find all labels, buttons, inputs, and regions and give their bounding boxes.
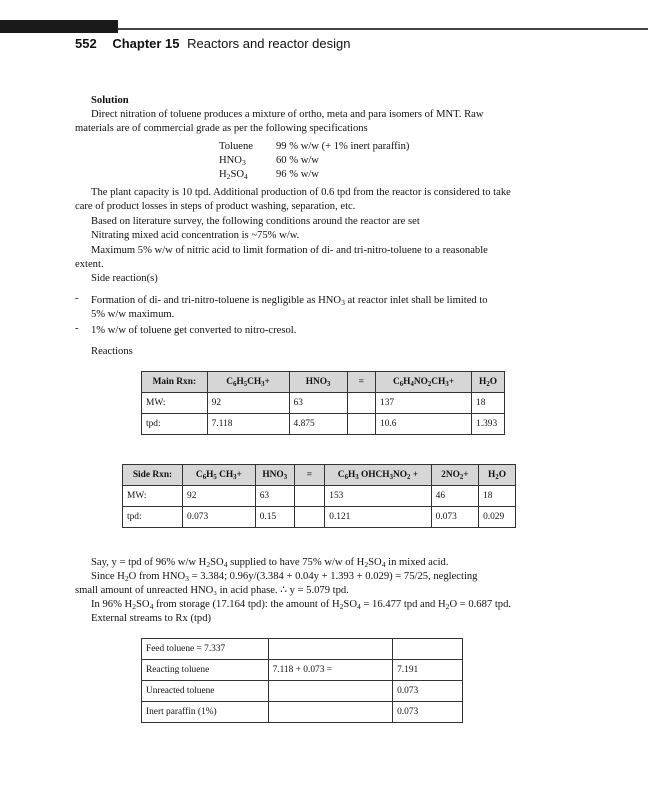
table-cell: $H_2O$ <box>479 465 516 486</box>
spec-value: 60 % w/w <box>276 155 319 166</box>
table-cell: 46 <box>431 486 478 507</box>
table-cell: MW: <box>142 393 208 414</box>
max-nitric-line-2: extent. <box>75 259 104 270</box>
bullet-marker: - <box>75 323 79 334</box>
calc-line-5: External streams to Rx (tpd) <box>91 613 212 624</box>
table-cell <box>347 393 375 414</box>
table-cell: 63 <box>289 393 347 414</box>
calc-line-1: Say, y = tpd of 96% w/w $H_2SO_4$ supplied to have 75% w/w of $H_2SO_4$ in mixed acid. <box>91 557 449 569</box>
calc-line-4: In 96% $H_2SO_4$ from storage (17.164 tpd): the amount of $H_2SO_4 = 16.477$ tpd and $H_2O = 0.687$ tpd. <box>91 599 512 611</box>
table-cell: Inert paraffin (1%) <box>142 702 269 723</box>
capacity-line-1: The plant capacity is 10 tpd. Additional production of 0.6 tpd from the reactor is considered to take <box>91 187 511 198</box>
table-row <box>142 639 463 660</box>
bullet-1: Formation of di- and tri-nitro-toluene is negligible as $HNO_3$ at reactor inlet shall be limited to <box>91 295 488 307</box>
table-cell: $H_2O$ <box>472 372 505 393</box>
table-row <box>142 393 505 414</box>
table-cell: 63 <box>255 486 294 507</box>
table-cell: MW: <box>123 486 183 507</box>
table-cell: 0.073 <box>431 507 478 528</box>
table-row <box>142 681 463 702</box>
mixed-acid-line: Nitrating mixed acid concentration is ~75% w/w. <box>91 230 300 241</box>
table-cell: $C_6H_3$ $OHCH_3NO_2$ + <box>325 465 431 486</box>
table-cell: 1.393 <box>472 414 505 435</box>
table-row <box>123 507 516 528</box>
table-cell: 0.121 <box>325 507 431 528</box>
spec-value: 99 % w/w (+ 1% inert paraffin) <box>276 141 410 152</box>
table-row <box>142 414 505 435</box>
chapter-label: Chapter 15 <box>112 36 180 51</box>
table-cell: tpd: <box>142 414 208 435</box>
table-cell: Feed toluene = 7.337 <box>142 639 269 660</box>
table-row <box>142 660 463 681</box>
table-row <box>142 702 463 723</box>
table-cell: 18 <box>479 486 516 507</box>
capacity-line-2: care of product losses in steps of product washing, separation, etc. <box>75 201 356 212</box>
side-reaction-table <box>122 464 516 528</box>
table-cell: 92 <box>207 393 289 414</box>
table-cell <box>294 486 325 507</box>
table-cell: = <box>347 372 375 393</box>
table-cell: 7.118 <box>207 414 289 435</box>
spec-name: $HNO_3$ <box>219 155 246 167</box>
side-reactions-heading: Side reaction(s) <box>91 273 158 284</box>
table-cell: $C_6H_4NO_2CH_3+$ <box>376 372 472 393</box>
table-cell: Main Rxn: <box>142 372 208 393</box>
reactions-heading: Reactions <box>91 346 133 357</box>
table-cell: 4.875 <box>289 414 347 435</box>
table-cell: 0.029 <box>479 507 516 528</box>
calc-line-3: small amount of unreacted HNO₃ in acid phase. ∴ y = 5.079 tpd. <box>75 585 349 596</box>
table-header-row <box>142 372 505 393</box>
spec-name: $H_2SO_4$ <box>219 169 248 181</box>
table-header-row <box>123 465 516 486</box>
table-cell <box>347 414 375 435</box>
calc-line-2: Since $H_2O$ from $HNO_3 = 3.384$; 0.96y/(3.384 + 0.04y + 1.393 + 0.029) = 75/25, neglecting <box>91 571 478 583</box>
table-cell: 153 <box>325 486 431 507</box>
table-cell <box>268 681 393 702</box>
chapter-title: Reactors and reactor design <box>187 36 351 51</box>
table-cell: 7.191 <box>393 660 463 681</box>
table-cell: 0.073 <box>393 702 463 723</box>
table-cell: $HNO_3$ <box>255 465 294 486</box>
table-cell: 92 <box>183 486 256 507</box>
header-rule <box>118 28 648 30</box>
table-cell: $2NO_2+$ <box>431 465 478 486</box>
intro-line-2: materials are of commercial grade as per the following specifications <box>75 123 368 134</box>
table-cell <box>268 702 393 723</box>
table-cell: Reacting toluene <box>142 660 269 681</box>
table-cell: Side Rxn: <box>123 465 183 486</box>
header-bar <box>0 20 118 33</box>
table-cell: $C_6H_5$ $CH_3+$ <box>183 465 256 486</box>
page-number: 552 <box>75 36 97 51</box>
table-cell <box>294 507 325 528</box>
table-cell: 137 <box>376 393 472 414</box>
intro-line-1: Direct nitration of toluene produces a mixture of ortho, meta and para isomers of MNT. Raw <box>91 109 484 120</box>
table-row <box>123 486 516 507</box>
spec-value: 96 % w/w <box>276 169 319 180</box>
bullet-2: 1% w/w of toluene get converted to nitro-cresol. <box>91 325 297 336</box>
table-cell: tpd: <box>123 507 183 528</box>
table-cell: $C_6H_5CH_3+$ <box>207 372 289 393</box>
table-cell <box>268 639 393 660</box>
table-cell: 0.15 <box>255 507 294 528</box>
main-reaction-table <box>141 371 505 435</box>
table-cell: 18 <box>472 393 505 414</box>
max-nitric-line-1: Maximum 5% w/w of nitric acid to limit formation of di- and tri-nitro-toluene to a reasonable <box>91 245 488 256</box>
external-streams-table <box>141 638 463 723</box>
bullet-marker: - <box>75 293 79 304</box>
table-cell: 10.6 <box>376 414 472 435</box>
bullet-1-cont: 5% w/w maximum. <box>91 309 175 320</box>
table-cell: 0.073 <box>393 681 463 702</box>
running-header <box>75 36 350 51</box>
spec-name: Toluene <box>219 141 253 152</box>
table-cell: $HNO_3$ <box>289 372 347 393</box>
solution-heading: Solution <box>91 95 129 106</box>
survey-line: Based on literature survey, the following conditions around the reactor are set <box>91 216 420 227</box>
table-cell: 7.118 + 0.073 = <box>268 660 393 681</box>
table-cell: = <box>294 465 325 486</box>
table-cell: Unreacted toluene <box>142 681 269 702</box>
table-cell: 0.073 <box>183 507 256 528</box>
table-cell <box>393 639 463 660</box>
